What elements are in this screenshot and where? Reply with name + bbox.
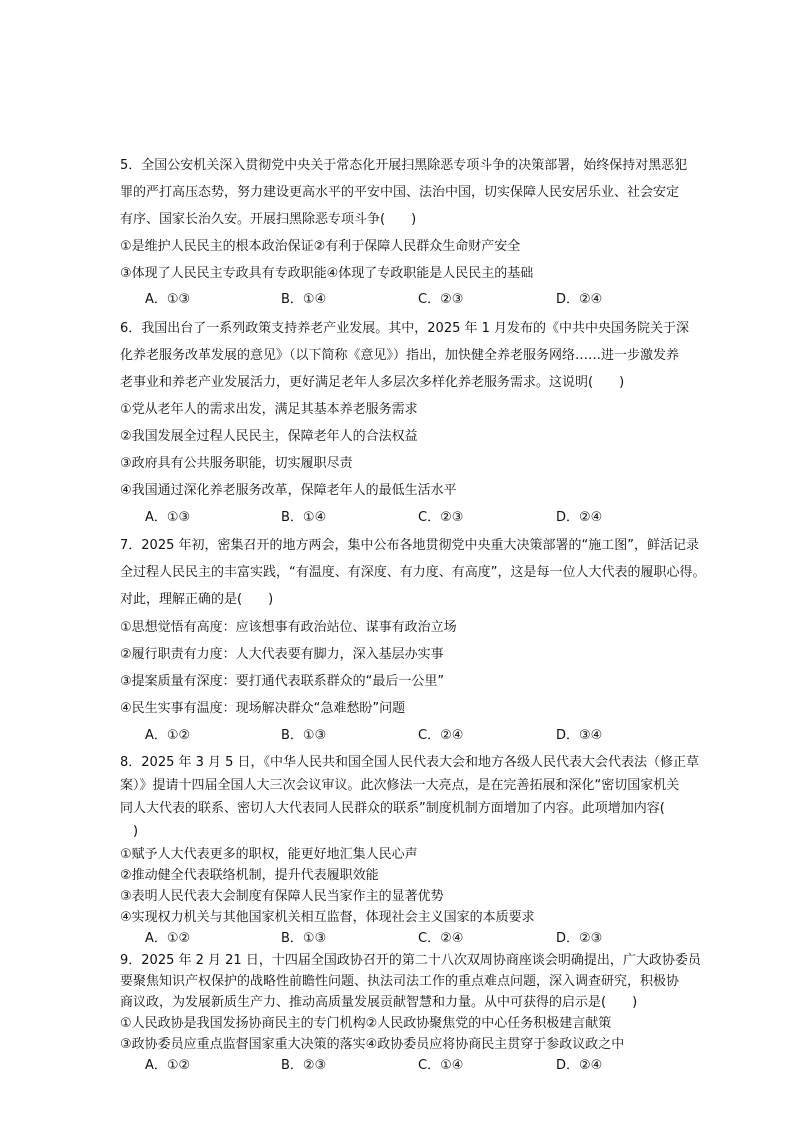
question-stem-line: 罪的严打高压态势，努力建设更高水平的平安中国、法治中国，切实保障人民安居乐业、社会安定 <box>120 185 680 200</box>
question-stem-line: 对此，理解正确的是( ) <box>120 592 274 607</box>
statement-line: ④民生实事有温度：现场解决群众“急难愁盼”问题 <box>120 701 406 716</box>
question-stem-line: 全过程人民民主的丰富实践，“有温度、有深度、有力度、有高度”，这是每一位人大代表的履职心得。 <box>120 565 706 580</box>
option-a[interactable]: A．①② <box>145 1058 191 1073</box>
option-a[interactable]: A．①③ <box>145 292 191 307</box>
statement-line: ①思想觉悟有高度：应该想事有政治站位、谋事有政治立场 <box>120 620 457 635</box>
option-b[interactable]: B．①③ <box>281 728 327 743</box>
question-stem-line: 化养老服务改革发展的意见》（以下简称《意见》）指出，加快健全养老服务网络……进一步激发养 <box>120 348 680 363</box>
question-stem-line: 老事业和养老产业发展活力，更好满足老年人多层次多样化养老服务需求。这说明( ) <box>120 375 625 390</box>
statement-line: ③体现了人民民主专政具有专政职能④体现了专政职能是人民民主的基础 <box>120 266 534 281</box>
option-d[interactable]: D．②④ <box>556 510 603 525</box>
question-stem-line: 7．2025 年初，密集召开的地方两会，集中公布各地贯彻党中央重大决策部署的“施工图”，鲜活记录 <box>120 538 699 553</box>
statement-line: ②推动健全代表联络机制，提升代表履职效能 <box>120 868 379 883</box>
option-c[interactable]: C．①④ <box>418 1058 464 1073</box>
question-stem-line: 要聚焦知识产权保护的战略性前瞻性问题、执法司法工作的重点难点问题，深入调查研究，积极协 <box>120 974 680 989</box>
question-stem-line: 同人大代表的联系、密切人大代表同人民群众的联系”制度机制方面增加了内容。此项增加内容( <box>120 801 665 816</box>
statement-line: ①赋予人大代表更多的职权，能更好地汇集人民心声 <box>120 847 418 862</box>
question-stem-line: 有序、国家长治久安。开展扫黑除恶专项斗争( ) <box>120 212 417 227</box>
option-d[interactable]: D．②④ <box>556 292 603 307</box>
question-stem-line: 商议政，为发展新质生产力、推动高质量发展贡献智慧和力量。从中可获得的启示是( ) <box>120 995 638 1010</box>
option-b[interactable]: B．①③ <box>281 931 327 946</box>
option-d[interactable]: D．②③ <box>556 931 603 946</box>
statement-line: ④实现权力机关与其他国家机关相互监督，体现社会主义国家的本质要求 <box>120 910 535 925</box>
question-stem-line: 9．2025 年 2 月 21 日，十四届全国政协召开的第二十八次双周协商座谈会明确提出，广大政协委员 <box>120 953 701 968</box>
option-b[interactable]: B．②③ <box>281 1058 327 1073</box>
option-c[interactable]: C．②③ <box>418 510 464 525</box>
statement-line: ①是维护人民民主的根本政治保证②有利于保障人民群众生命财产安全 <box>120 239 521 254</box>
question-stem-line: 6．我国出台了一系列政策支持养老产业发展。其中，2025 年 1 月发布的《中共中央国务院关于深 <box>120 321 690 336</box>
statement-line: ③表明人民代表大会制度有保障人民当家作主的显著优势 <box>120 889 444 904</box>
option-a[interactable]: A．①② <box>145 931 191 946</box>
statement-line: ②我国发展全过程人民民主，保障老年人的合法权益 <box>120 429 418 444</box>
option-d[interactable]: D．②④ <box>556 1058 603 1073</box>
statement-line: ③政协委员应重点监督国家重大决策的落实④政协委员应将协商民主贯穿于参政议政之中 <box>120 1037 625 1052</box>
question-stem-line: ) <box>120 824 139 839</box>
statement-line: ④我国通过深化养老服务改革，保障老年人的最低生活水平 <box>120 483 457 498</box>
option-c[interactable]: C．②④ <box>418 728 464 743</box>
option-b[interactable]: B．①④ <box>281 292 327 307</box>
option-b[interactable]: B．①④ <box>281 510 327 525</box>
option-a[interactable]: A．①③ <box>145 510 191 525</box>
option-d[interactable]: D．③④ <box>556 728 603 743</box>
question-stem-line: 5．全国公安机关深入贯彻党中央关于常态化开展扫黑除恶专项斗争的决策部署，始终保持对黑恶犯 <box>120 158 688 173</box>
question-stem-line: 案）》提请十四届全国人大三次会议审议。此次修法一大亮点，是在完善拓展和深化“密切国家机关 <box>120 778 680 793</box>
statement-line: ③提案质量有深度：要打通代表联系群众的“最后一公里” <box>120 674 445 689</box>
option-c[interactable]: C．②③ <box>418 292 464 307</box>
statement-line: ①党从老年人的需求出发，满足其基本养老服务需求 <box>120 402 418 417</box>
option-c[interactable]: C．②④ <box>418 931 464 946</box>
statement-line: ①人民政协是我国发扬协商民主的专门机构②人民政协聚焦党的中心任务积极建言献策 <box>120 1016 612 1031</box>
statement-line: ③政府具有公共服务职能，切实履职尽责 <box>120 456 353 471</box>
question-stem-line: 8．2025 年 3 月 5 日，《中华人民共和国全国人民代表大会和地方各级人民代表大会代表法（修正草 <box>120 755 700 770</box>
option-a[interactable]: A．①② <box>145 728 191 743</box>
statement-line: ②履行职责有力度：人大代表要有脚力，深入基层办实事 <box>120 647 444 662</box>
